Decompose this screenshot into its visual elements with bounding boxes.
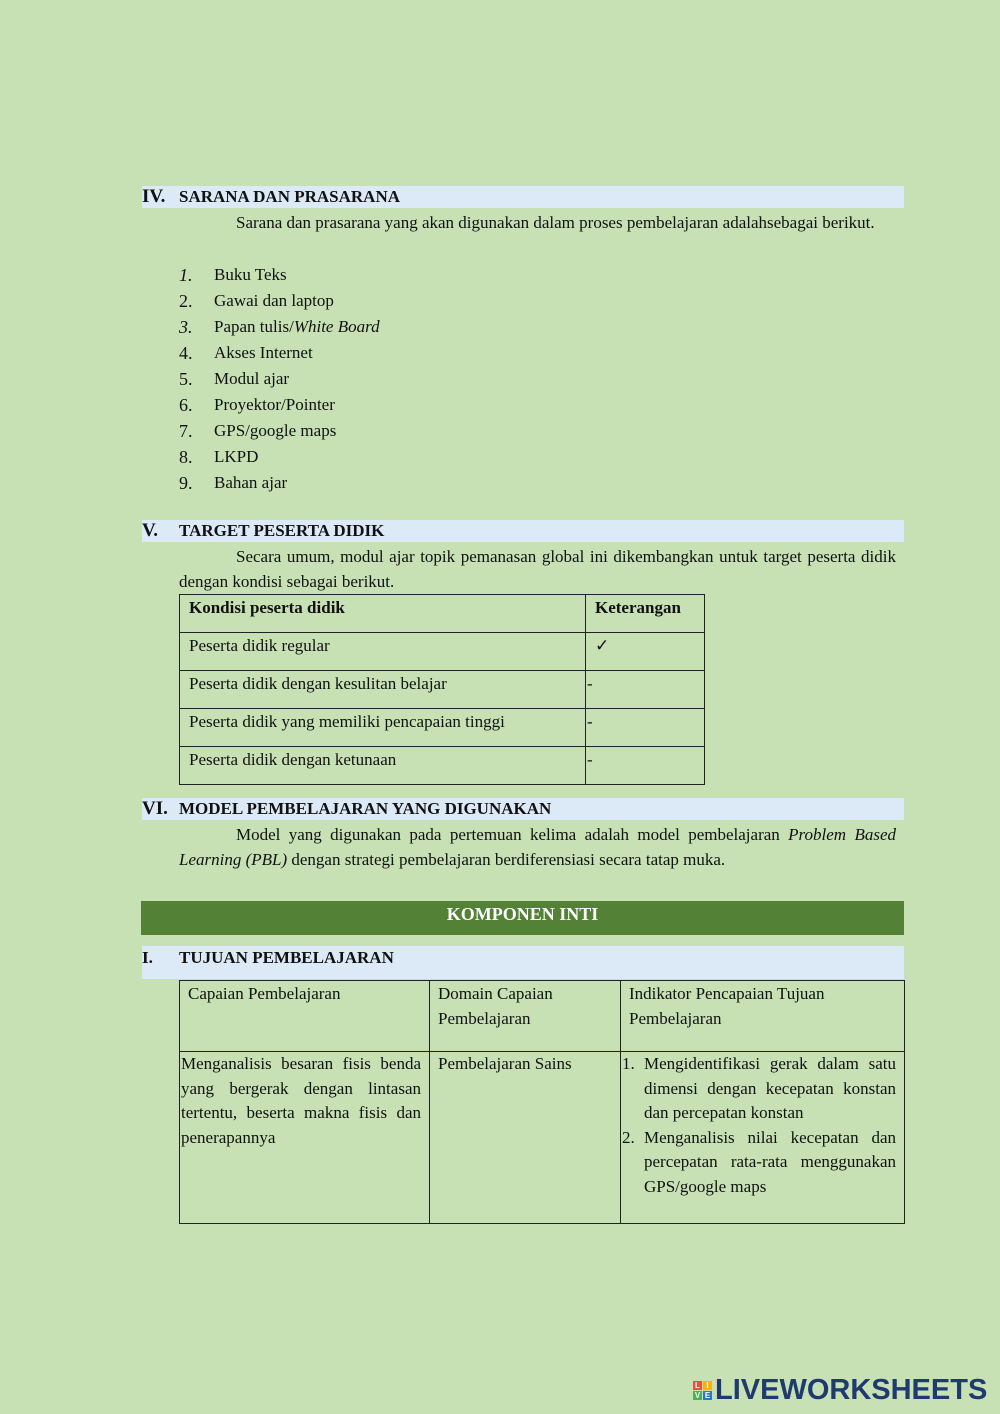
column-header: Capaian Pembelajaran xyxy=(180,981,430,1052)
table-cell: Peserta didik regular xyxy=(180,633,586,671)
table-cell: Peserta didik dengan ketunaan xyxy=(180,747,586,785)
indikator-cell xyxy=(621,1052,905,1224)
indikator-list xyxy=(622,1052,896,1199)
table-header-row xyxy=(180,595,705,633)
capaian-cell: Menganalisis besaran fisis benda yang bergerak dengan lintasan tertentu, beserta makna fisis dan penerapannya xyxy=(180,1052,430,1224)
table-row xyxy=(180,709,705,747)
table-cell: - xyxy=(586,747,705,785)
komponen-inti-banner: KOMPONEN INTI xyxy=(141,901,904,935)
list-item: 2. Menganalisis nilai kecepatan dan percepatan rata-rata menggunakan GPS/google maps xyxy=(622,1127,896,1196)
section-vi-text: Model yang digunakan pada pertemuan kelima adalah model pembelajaran Problem Based Learning (PBL) dengan strategi pembelajaran berdiferensiasi secara tatap muka. xyxy=(179,825,896,869)
table-row xyxy=(180,747,705,785)
section-iv-intro: Sarana dan prasarana yang akan digunakan dalam proses pembelajaran adalahsebagai berikut. xyxy=(236,213,875,232)
table-cell: - xyxy=(586,671,705,709)
section-title: TUJUAN PEMBELAJARAN xyxy=(179,948,394,967)
table-cell: ✓ xyxy=(586,633,705,671)
table-cell: Peserta didik dengan kesulitan belajar xyxy=(180,671,586,709)
section-title: TARGET PESERTA DIDIK xyxy=(179,521,385,540)
section-v-header xyxy=(142,520,904,542)
logo-text: LIVEWORKSHEETS xyxy=(715,1373,988,1406)
section-number: I. xyxy=(142,948,153,967)
list-item: 1. Mengidentifikasi gerak dalam satu dimensi dengan kecepatan konstan dan percepatan konstan xyxy=(622,1054,896,1122)
tujuan-header xyxy=(142,946,904,979)
table-row xyxy=(180,633,705,671)
table-row xyxy=(180,1052,905,1224)
liveworksheets-logo xyxy=(693,1375,987,1405)
section-number: V. xyxy=(142,520,159,541)
section-v-intro: Secara umum, modul ajar topik pemanasan global ini dikembangkan untuk target peserta didik dengan kondisi sebagai berikut. xyxy=(179,547,896,591)
column-header: Indikator Pencapaian Tujuan Pembelajaran xyxy=(621,981,905,1052)
table-cell: Peserta didik yang memiliki pencapaian tinggi xyxy=(180,709,586,747)
table-header-row xyxy=(180,981,905,1052)
section-title: SARANA DAN PRASARANA xyxy=(179,187,401,206)
table-cell: - xyxy=(586,709,705,747)
target-table xyxy=(179,594,705,785)
column-header: Keterangan xyxy=(586,595,705,633)
section-iv-header xyxy=(142,186,904,208)
column-header: Kondisi peserta didik xyxy=(180,595,586,633)
section-vi-header xyxy=(142,798,904,820)
table-row xyxy=(180,671,705,709)
domain-cell: Pembelajaran Sains xyxy=(430,1052,621,1224)
section-title: MODEL PEMBELAJARAN YANG DIGUNAKAN xyxy=(179,799,552,818)
tujuan-table xyxy=(179,980,905,1224)
logo-mark-icon: L I V E xyxy=(694,1380,711,1400)
section-number: VI. xyxy=(142,798,168,819)
column-header: Domain Capaian Pembelajaran xyxy=(430,981,621,1052)
section-number: IV. xyxy=(142,186,166,207)
